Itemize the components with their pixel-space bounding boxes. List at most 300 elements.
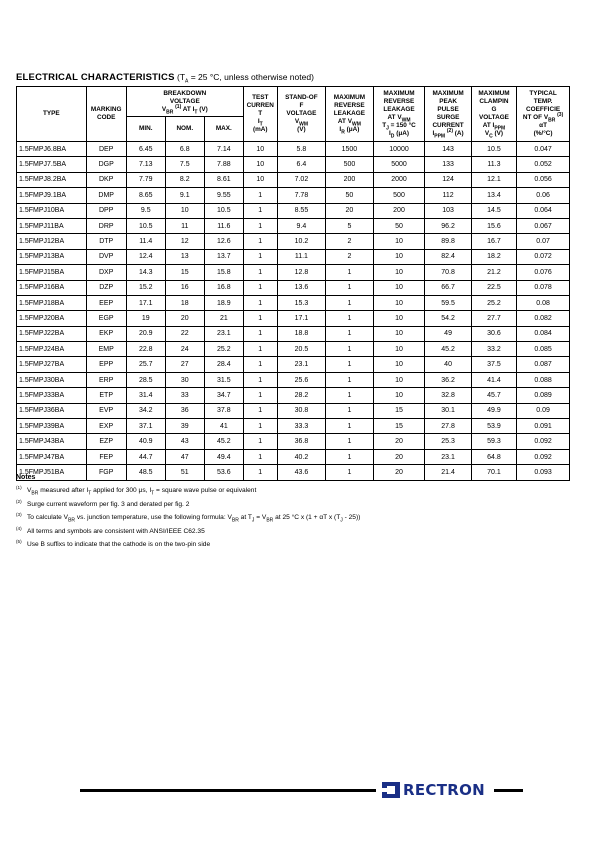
cell-clamping-voltage: 27.7 bbox=[471, 311, 516, 326]
cell-vbr-max: 16.8 bbox=[204, 280, 243, 295]
table-row bbox=[17, 403, 570, 418]
table-row bbox=[17, 249, 570, 264]
cell-test-current: 1 bbox=[243, 372, 277, 387]
cell-vbr-max: 18.9 bbox=[204, 295, 243, 310]
cell-leakage: 50 bbox=[326, 188, 373, 203]
header-type: TYPE bbox=[17, 87, 87, 142]
cell-clamping-voltage: 37.5 bbox=[471, 357, 516, 372]
cell-vbr-nom: 8.2 bbox=[165, 172, 204, 187]
cell-type: 1.5FMPJ11BA bbox=[17, 218, 87, 233]
cell-leakage-150c: 10 bbox=[373, 372, 425, 387]
note-1: (1) $V_{BR}$ measured after $I_T$ applied for 300 μs, $I_T$ = square wave pulse or equivalent bbox=[16, 485, 257, 497]
header-temp-coefficient: TYPICAL TEMP. COEFFICIE NT OF $V_{BR}$ $^{(3)}$ αT (%/°C) bbox=[517, 87, 570, 142]
cell-type: 1.5FMPJ9.1BA bbox=[17, 188, 87, 203]
cell-vbr-nom: 12 bbox=[165, 234, 204, 249]
cell-surge-current: 36.2 bbox=[425, 372, 471, 387]
cell-clamping-voltage: 30.6 bbox=[471, 326, 516, 341]
cell-marking-code: DPP bbox=[86, 203, 126, 218]
cell-vbr-nom: 47 bbox=[165, 449, 204, 464]
cell-clamping-voltage: 53.9 bbox=[471, 419, 516, 434]
cell-test-current: 10 bbox=[243, 157, 277, 172]
cell-temp-coefficient: 0.07 bbox=[517, 234, 570, 249]
note-2: (2) Surge current waveform per fig. 3 and derated per fig. 2 bbox=[16, 498, 190, 508]
cell-test-current: 10 bbox=[243, 172, 277, 187]
cell-standoff-voltage: 30.8 bbox=[277, 403, 326, 418]
cell-leakage-150c: 20 bbox=[373, 465, 425, 480]
table-row bbox=[17, 188, 570, 203]
cell-temp-coefficient: 0.085 bbox=[517, 342, 570, 357]
cell-standoff-voltage: 5.8 bbox=[277, 142, 326, 157]
cell-test-current: 1 bbox=[243, 357, 277, 372]
cell-test-current: 1 bbox=[243, 342, 277, 357]
cell-test-current: 1 bbox=[243, 203, 277, 218]
cell-vbr-max: 15.8 bbox=[204, 265, 243, 280]
cell-surge-current: 59.5 bbox=[425, 295, 471, 310]
cell-vbr-min: 8.65 bbox=[126, 188, 165, 203]
cell-test-current: 1 bbox=[243, 449, 277, 464]
cell-surge-current: 124 bbox=[425, 172, 471, 187]
cell-vbr-nom: 33 bbox=[165, 388, 204, 403]
cell-temp-coefficient: 0.052 bbox=[517, 157, 570, 172]
cell-leakage-150c: 10 bbox=[373, 249, 425, 264]
cell-leakage-150c: 10 bbox=[373, 388, 425, 403]
cell-standoff-voltage: 8.55 bbox=[277, 203, 326, 218]
table-row bbox=[17, 311, 570, 326]
cell-surge-current: 66.7 bbox=[425, 280, 471, 295]
table-row bbox=[17, 295, 570, 310]
cell-vbr-min: 40.9 bbox=[126, 434, 165, 449]
cell-clamping-voltage: 33.2 bbox=[471, 342, 516, 357]
cell-clamping-voltage: 59.3 bbox=[471, 434, 516, 449]
cell-vbr-min: 34.2 bbox=[126, 403, 165, 418]
cell-temp-coefficient: 0.072 bbox=[517, 249, 570, 264]
cell-clamping-voltage: 14.5 bbox=[471, 203, 516, 218]
cell-vbr-min: 22.8 bbox=[126, 342, 165, 357]
cell-vbr-nom: 7.5 bbox=[165, 157, 204, 172]
cell-leakage: 1 bbox=[326, 311, 373, 326]
table-row bbox=[17, 157, 570, 172]
footer-rule-left bbox=[80, 789, 376, 792]
cell-leakage-150c: 10000 bbox=[373, 142, 425, 157]
cell-standoff-voltage: 28.2 bbox=[277, 388, 326, 403]
cell-standoff-voltage: 36.8 bbox=[277, 434, 326, 449]
cell-temp-coefficient: 0.092 bbox=[517, 449, 570, 464]
cell-leakage-150c: 15 bbox=[373, 419, 425, 434]
cell-leakage-150c: 2000 bbox=[373, 172, 425, 187]
cell-clamping-voltage: 16.7 bbox=[471, 234, 516, 249]
cell-test-current: 1 bbox=[243, 419, 277, 434]
table-row bbox=[17, 203, 570, 218]
cell-vbr-max: 13.7 bbox=[204, 249, 243, 264]
notes-section bbox=[16, 473, 360, 551]
cell-type: 1.5FMPJ10BA bbox=[17, 203, 87, 218]
cell-vbr-nom: 24 bbox=[165, 342, 204, 357]
cell-marking-code: ERP bbox=[86, 372, 126, 387]
cell-leakage-150c: 20 bbox=[373, 434, 425, 449]
cell-leakage: 1 bbox=[326, 419, 373, 434]
cell-surge-current: 54.2 bbox=[425, 311, 471, 326]
cell-clamping-voltage: 41.4 bbox=[471, 372, 516, 387]
cell-type: 1.5FMPJ13BA bbox=[17, 249, 87, 264]
cell-clamping-voltage: 15.6 bbox=[471, 218, 516, 233]
cell-standoff-voltage: 17.1 bbox=[277, 311, 326, 326]
cell-vbr-min: 10.5 bbox=[126, 218, 165, 233]
cell-marking-code: DXP bbox=[86, 265, 126, 280]
cell-vbr-nom: 30 bbox=[165, 372, 204, 387]
cell-clamping-voltage: 10.5 bbox=[471, 142, 516, 157]
header-breakdown-voltage: BREAKDOWN VOLTAGE $V_{BR}$ $^{(1)}$ AT $I_T$ (V) bbox=[126, 87, 243, 117]
rectron-logo bbox=[382, 780, 485, 800]
cell-vbr-min: 28.5 bbox=[126, 372, 165, 387]
cell-leakage-150c: 10 bbox=[373, 326, 425, 341]
cell-vbr-min: 31.4 bbox=[126, 388, 165, 403]
cell-leakage-150c: 10 bbox=[373, 342, 425, 357]
cell-surge-current: 89.8 bbox=[425, 234, 471, 249]
cell-vbr-nom: 13 bbox=[165, 249, 204, 264]
cell-leakage: 1 bbox=[326, 449, 373, 464]
cell-vbr-min: 20.9 bbox=[126, 326, 165, 341]
cell-clamping-voltage: 18.2 bbox=[471, 249, 516, 264]
cell-marking-code: EKP bbox=[86, 326, 126, 341]
cell-leakage: 5 bbox=[326, 218, 373, 233]
footer-rule-right bbox=[494, 789, 523, 792]
table-row bbox=[17, 372, 570, 387]
cell-vbr-max: 8.61 bbox=[204, 172, 243, 187]
cell-test-current: 1 bbox=[243, 234, 277, 249]
cell-surge-current: 96.2 bbox=[425, 218, 471, 233]
cell-leakage: 200 bbox=[326, 172, 373, 187]
cell-standoff-voltage: 9.4 bbox=[277, 218, 326, 233]
cell-leakage-150c: 10 bbox=[373, 311, 425, 326]
cell-marking-code: DTP bbox=[86, 234, 126, 249]
cell-vbr-max: 28.4 bbox=[204, 357, 243, 372]
cell-surge-current: 70.8 bbox=[425, 265, 471, 280]
cell-vbr-max: 25.2 bbox=[204, 342, 243, 357]
cell-marking-code: DGP bbox=[86, 157, 126, 172]
cell-marking-code: EEP bbox=[86, 295, 126, 310]
header-reverse-leakage: MAXIMUM REVERSE LEAKAGE AT $V_{WM}$ $I_R$ (μA) bbox=[326, 87, 373, 142]
cell-surge-current: 133 bbox=[425, 157, 471, 172]
cell-vbr-nom: 18 bbox=[165, 295, 204, 310]
cell-standoff-voltage: 7.78 bbox=[277, 188, 326, 203]
cell-clamping-voltage: 45.7 bbox=[471, 388, 516, 403]
cell-clamping-voltage: 13.4 bbox=[471, 188, 516, 203]
page-title: ELECTRICAL CHARACTERISTICS ($T_A = 25$ °C, unless otherwise noted) bbox=[16, 72, 314, 85]
rectron-logo-text: RECTRON bbox=[403, 781, 485, 799]
cell-leakage: 2 bbox=[326, 234, 373, 249]
header-test-current: TEST CURREN T $I_T$ (mA) bbox=[243, 87, 277, 142]
cell-test-current: 1 bbox=[243, 218, 277, 233]
cell-clamping-voltage: 25.2 bbox=[471, 295, 516, 310]
cell-vbr-min: 7.13 bbox=[126, 157, 165, 172]
cell-type: 1.5FMPJ16BA bbox=[17, 280, 87, 295]
cell-leakage: 1 bbox=[326, 326, 373, 341]
table-row bbox=[17, 419, 570, 434]
cell-vbr-nom: 43 bbox=[165, 434, 204, 449]
cell-leakage-150c: 10 bbox=[373, 234, 425, 249]
cell-temp-coefficient: 0.064 bbox=[517, 203, 570, 218]
header-marking-code: MARKING CODE bbox=[86, 87, 126, 142]
cell-surge-current: 32.8 bbox=[425, 388, 471, 403]
cell-type: 1.5FMPJ22BA bbox=[17, 326, 87, 341]
cell-leakage-150c: 500 bbox=[373, 188, 425, 203]
cell-surge-current: 45.2 bbox=[425, 342, 471, 357]
cell-vbr-max: 9.55 bbox=[204, 188, 243, 203]
cell-temp-coefficient: 0.088 bbox=[517, 372, 570, 387]
cell-leakage: 1 bbox=[326, 403, 373, 418]
cell-test-current: 1 bbox=[243, 295, 277, 310]
cell-type: 1.5FMPJ6.8BA bbox=[17, 142, 87, 157]
cell-vbr-max: 34.7 bbox=[204, 388, 243, 403]
cell-leakage: 1 bbox=[326, 388, 373, 403]
cell-vbr-nom: 16 bbox=[165, 280, 204, 295]
cell-standoff-voltage: 20.5 bbox=[277, 342, 326, 357]
cell-type: 1.5FMPJ27BA bbox=[17, 357, 87, 372]
cell-type: 1.5FMPJ8.2BA bbox=[17, 172, 87, 187]
cell-vbr-max: 41 bbox=[204, 419, 243, 434]
cell-leakage-150c: 10 bbox=[373, 265, 425, 280]
cell-test-current: 1 bbox=[243, 388, 277, 403]
cell-temp-coefficient: 0.09 bbox=[517, 403, 570, 418]
cell-type: 1.5FMPJ43BA bbox=[17, 434, 87, 449]
cell-test-current: 1 bbox=[243, 188, 277, 203]
cell-test-current: 10 bbox=[243, 142, 277, 157]
cell-leakage: 1 bbox=[326, 434, 373, 449]
cell-surge-current: 82.4 bbox=[425, 249, 471, 264]
cell-vbr-max: 31.5 bbox=[204, 372, 243, 387]
cell-leakage: 2 bbox=[326, 249, 373, 264]
cell-vbr-max: 7.88 bbox=[204, 157, 243, 172]
table-row bbox=[17, 234, 570, 249]
cell-vbr-nom: 51 bbox=[165, 465, 204, 480]
cell-vbr-max: 12.6 bbox=[204, 234, 243, 249]
cell-vbr-min: 9.5 bbox=[126, 203, 165, 218]
cell-surge-current: 30.1 bbox=[425, 403, 471, 418]
table-row bbox=[17, 172, 570, 187]
cell-leakage-150c: 10 bbox=[373, 280, 425, 295]
cell-leakage: 1500 bbox=[326, 142, 373, 157]
cell-surge-current: 23.1 bbox=[425, 449, 471, 464]
electrical-characteristics-table bbox=[16, 86, 570, 481]
cell-clamping-voltage: 11.3 bbox=[471, 157, 516, 172]
cell-vbr-min: 48.5 bbox=[126, 465, 165, 480]
cell-test-current: 1 bbox=[243, 311, 277, 326]
cell-standoff-voltage: 23.1 bbox=[277, 357, 326, 372]
header-reverse-leakage-150c: MAXIMUM REVERSE LEAKAGE AT $V_{WM}$ $T_J = 150$ °C $I_D$ (μA) bbox=[373, 87, 425, 142]
cell-marking-code: EMP bbox=[86, 342, 126, 357]
cell-type: 1.5FMPJ15BA bbox=[17, 265, 87, 280]
cell-clamping-voltage: 21.2 bbox=[471, 265, 516, 280]
note-5: (5) Use B suffixs to indicate that the cathode is on the two-pin side bbox=[16, 539, 211, 549]
cell-surge-current: 143 bbox=[425, 142, 471, 157]
cell-temp-coefficient: 0.08 bbox=[517, 295, 570, 310]
cell-marking-code: FGP bbox=[86, 465, 126, 480]
cell-type: 1.5FMPJ47BA bbox=[17, 449, 87, 464]
note-4: (4) All terms and symbols are consistent with ANSI/IEEE C62.35 bbox=[16, 525, 205, 535]
cell-leakage: 1 bbox=[326, 280, 373, 295]
cell-type: 1.5FMPJ39BA bbox=[17, 419, 87, 434]
cell-standoff-voltage: 40.2 bbox=[277, 449, 326, 464]
cell-clamping-voltage: 64.8 bbox=[471, 449, 516, 464]
cell-type: 1.5FMPJ18BA bbox=[17, 295, 87, 310]
table-row bbox=[17, 449, 570, 464]
cell-standoff-voltage: 6.4 bbox=[277, 157, 326, 172]
cell-leakage: 20 bbox=[326, 203, 373, 218]
cell-marking-code: EZP bbox=[86, 434, 126, 449]
cell-temp-coefficient: 0.092 bbox=[517, 434, 570, 449]
cell-marking-code: DVP bbox=[86, 249, 126, 264]
cell-vbr-max: 11.6 bbox=[204, 218, 243, 233]
cell-marking-code: DEP bbox=[86, 142, 126, 157]
cell-leakage: 1 bbox=[326, 265, 373, 280]
header-max: MAX. bbox=[204, 117, 243, 142]
cell-type: 1.5FMPJ51BA bbox=[17, 465, 87, 480]
cell-temp-coefficient: 0.076 bbox=[517, 265, 570, 280]
cell-leakage: 1 bbox=[326, 465, 373, 480]
cell-vbr-nom: 27 bbox=[165, 357, 204, 372]
cell-marking-code: DKP bbox=[86, 172, 126, 187]
cell-test-current: 1 bbox=[243, 326, 277, 341]
cell-marking-code: EXP bbox=[86, 419, 126, 434]
cell-marking-code: ETP bbox=[86, 388, 126, 403]
cell-standoff-voltage: 25.6 bbox=[277, 372, 326, 387]
cell-standoff-voltage: 12.8 bbox=[277, 265, 326, 280]
cell-standoff-voltage: 18.8 bbox=[277, 326, 326, 341]
cell-surge-current: 103 bbox=[425, 203, 471, 218]
cell-vbr-nom: 22 bbox=[165, 326, 204, 341]
cell-marking-code: EGP bbox=[86, 311, 126, 326]
cell-leakage-150c: 50 bbox=[373, 218, 425, 233]
cell-vbr-max: 49.4 bbox=[204, 449, 243, 464]
cell-temp-coefficient: 0.087 bbox=[517, 357, 570, 372]
table-row bbox=[17, 142, 570, 157]
cell-vbr-max: 7.14 bbox=[204, 142, 243, 157]
cell-vbr-nom: 15 bbox=[165, 265, 204, 280]
table-row bbox=[17, 342, 570, 357]
cell-clamping-voltage: 49.9 bbox=[471, 403, 516, 418]
cell-leakage-150c: 10 bbox=[373, 357, 425, 372]
table-row bbox=[17, 280, 570, 295]
cell-clamping-voltage: 12.1 bbox=[471, 172, 516, 187]
cell-surge-current: 21.4 bbox=[425, 465, 471, 480]
cell-vbr-min: 14.3 bbox=[126, 265, 165, 280]
cell-test-current: 1 bbox=[243, 465, 277, 480]
cell-leakage: 1 bbox=[326, 295, 373, 310]
cell-leakage-150c: 200 bbox=[373, 203, 425, 218]
cell-standoff-voltage: 33.3 bbox=[277, 419, 326, 434]
title-condition: ($T_A = 25$ °C, unless otherwise noted) bbox=[174, 72, 314, 85]
cell-vbr-nom: 9.1 bbox=[165, 188, 204, 203]
cell-test-current: 1 bbox=[243, 434, 277, 449]
header-peak-surge-current: MAXIMUM PEAK PULSE SURGE CURRENT $I_{PPM}$ $^{(2)}$ (A) bbox=[425, 87, 471, 142]
cell-surge-current: 112 bbox=[425, 188, 471, 203]
cell-vbr-min: 12.4 bbox=[126, 249, 165, 264]
cell-type: 1.5FMPJ24BA bbox=[17, 342, 87, 357]
cell-marking-code: EPP bbox=[86, 357, 126, 372]
table-row bbox=[17, 357, 570, 372]
cell-vbr-nom: 10 bbox=[165, 203, 204, 218]
cell-test-current: 1 bbox=[243, 249, 277, 264]
cell-temp-coefficient: 0.089 bbox=[517, 388, 570, 403]
cell-leakage: 1 bbox=[326, 342, 373, 357]
cell-vbr-min: 17.1 bbox=[126, 295, 165, 310]
cell-vbr-min: 19 bbox=[126, 311, 165, 326]
cell-marking-code: DZP bbox=[86, 280, 126, 295]
cell-vbr-max: 21 bbox=[204, 311, 243, 326]
cell-temp-coefficient: 0.067 bbox=[517, 218, 570, 233]
cell-test-current: 1 bbox=[243, 403, 277, 418]
cell-temp-coefficient: 0.056 bbox=[517, 172, 570, 187]
cell-vbr-min: 44.7 bbox=[126, 449, 165, 464]
cell-leakage: 1 bbox=[326, 372, 373, 387]
cell-temp-coefficient: 0.093 bbox=[517, 465, 570, 480]
cell-vbr-min: 25.7 bbox=[126, 357, 165, 372]
cell-temp-coefficient: 0.078 bbox=[517, 280, 570, 295]
cell-vbr-nom: 11 bbox=[165, 218, 204, 233]
table-row bbox=[17, 434, 570, 449]
cell-surge-current: 27.8 bbox=[425, 419, 471, 434]
header-standoff-voltage: STAND-OF F VOLTAGE $V_{WM}$ (V) bbox=[277, 87, 326, 142]
table-row bbox=[17, 265, 570, 280]
cell-clamping-voltage: 70.1 bbox=[471, 465, 516, 480]
cell-type: 1.5FMPJ36BA bbox=[17, 403, 87, 418]
table-body bbox=[17, 142, 570, 481]
cell-standoff-voltage: 7.02 bbox=[277, 172, 326, 187]
header-min: MIN. bbox=[126, 117, 165, 142]
table-row bbox=[17, 388, 570, 403]
cell-vbr-min: 37.1 bbox=[126, 419, 165, 434]
cell-temp-coefficient: 0.06 bbox=[517, 188, 570, 203]
cell-temp-coefficient: 0.091 bbox=[517, 419, 570, 434]
note-3: (3) To calculate $V_{BR}$ vs. junction temperature, use the following formula: $V_{BR}$ at $T_J = V_{BR}$ at 25 °C x (1 + αT x $(T_J - 25)$) bbox=[16, 512, 361, 524]
cell-marking-code: DRP bbox=[86, 218, 126, 233]
cell-leakage: 500 bbox=[326, 157, 373, 172]
cell-test-current: 1 bbox=[243, 280, 277, 295]
cell-leakage-150c: 20 bbox=[373, 449, 425, 464]
cell-temp-coefficient: 0.047 bbox=[517, 142, 570, 157]
table-row bbox=[17, 326, 570, 341]
cell-vbr-nom: 20 bbox=[165, 311, 204, 326]
cell-temp-coefficient: 0.082 bbox=[517, 311, 570, 326]
cell-test-current: 1 bbox=[243, 265, 277, 280]
cell-vbr-nom: 36 bbox=[165, 403, 204, 418]
cell-leakage-150c: 10 bbox=[373, 295, 425, 310]
cell-standoff-voltage: 10.2 bbox=[277, 234, 326, 249]
cell-marking-code: FEP bbox=[86, 449, 126, 464]
cell-standoff-voltage: 13.6 bbox=[277, 280, 326, 295]
header-nom: NOM. bbox=[165, 117, 204, 142]
cell-vbr-max: 53.6 bbox=[204, 465, 243, 480]
cell-type: 1.5FMPJ20BA bbox=[17, 311, 87, 326]
cell-vbr-min: 6.45 bbox=[126, 142, 165, 157]
cell-vbr-min: 7.79 bbox=[126, 172, 165, 187]
cell-temp-coefficient: 0.084 bbox=[517, 326, 570, 341]
table-row bbox=[17, 218, 570, 233]
cell-leakage-150c: 5000 bbox=[373, 157, 425, 172]
cell-surge-current: 40 bbox=[425, 357, 471, 372]
cell-type: 1.5FMPJ12BA bbox=[17, 234, 87, 249]
header-clamping-voltage: MAXIMUM CLAMPIN G VOLTAGE AT $I_{PPM}$ $V_C$ (V) bbox=[471, 87, 516, 142]
cell-clamping-voltage: 22.5 bbox=[471, 280, 516, 295]
cell-type: 1.5FMPJ7.5BA bbox=[17, 157, 87, 172]
cell-marking-code: EVP bbox=[86, 403, 126, 418]
cell-standoff-voltage: 15.3 bbox=[277, 295, 326, 310]
cell-leakage: 1 bbox=[326, 357, 373, 372]
cell-vbr-nom: 6.8 bbox=[165, 142, 204, 157]
cell-vbr-max: 23.1 bbox=[204, 326, 243, 341]
notes-title: Notes bbox=[16, 474, 36, 481]
cell-surge-current: 25.3 bbox=[425, 434, 471, 449]
